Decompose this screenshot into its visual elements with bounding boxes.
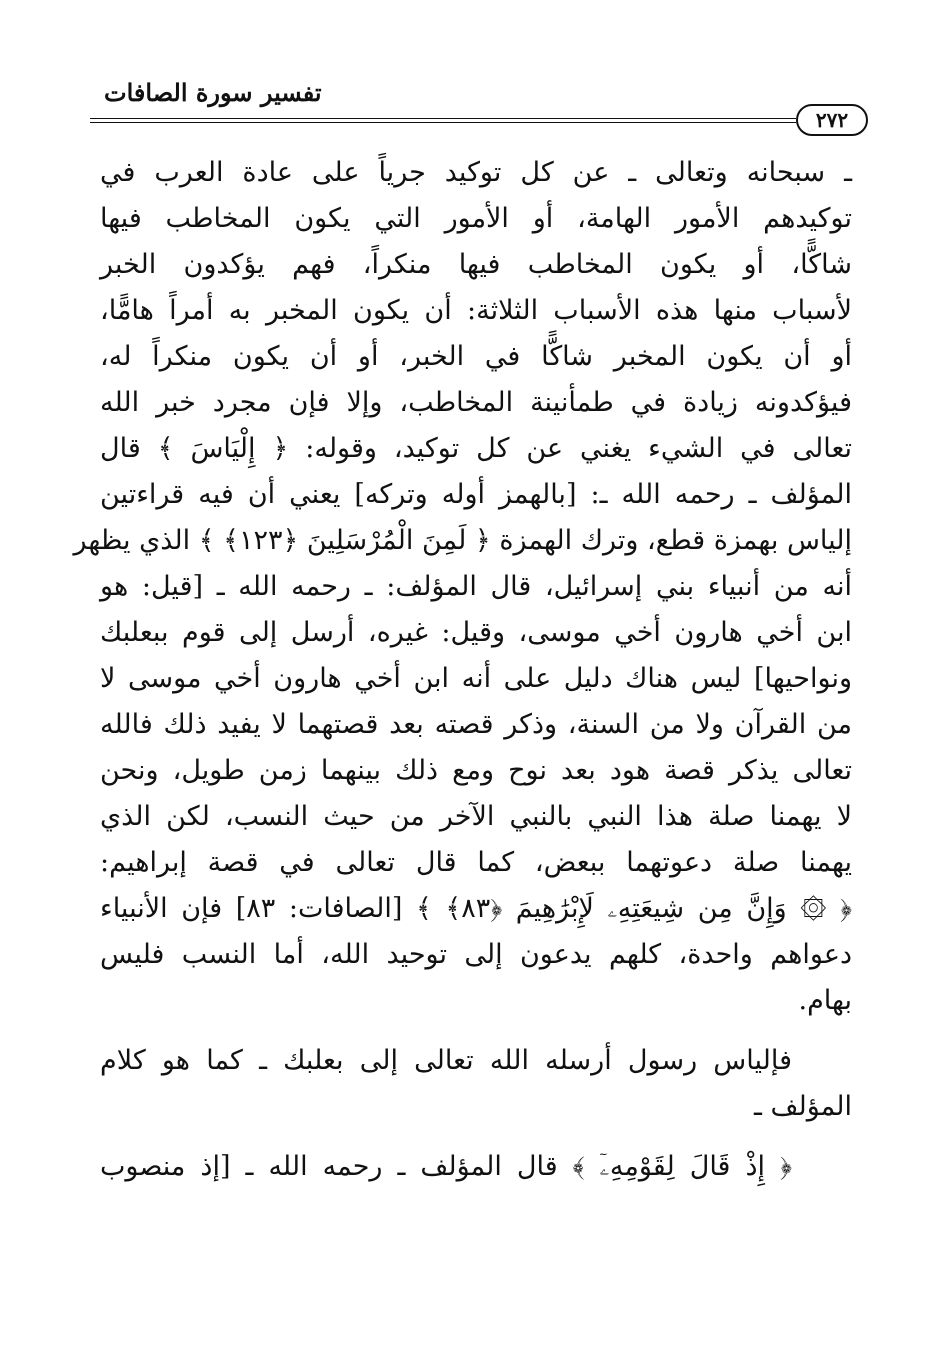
body-text	[73, 150, 853, 1190]
text-line: فإلياس رسول أرسله الله تعالى إلى بعلبك ـ كما هو كلام	[100, 1045, 792, 1076]
page-header	[90, 78, 868, 136]
paragraph-gap	[100, 1130, 852, 1144]
text-line: أو أن يكون المخبر شاكًّا في الخبر، أو أن يكون منكراً له،	[100, 341, 852, 372]
text-line: ابن أخي هارون أخي موسى، وقيل: غيره، أرسل إلى قوم ببعلبك	[100, 617, 852, 648]
text-line: المؤلف ـ	[754, 1091, 852, 1122]
text-line: توكيدهم الأمور الهامة، أو الأمور التي يكون المخاطب فيها	[100, 203, 852, 234]
paragraph	[100, 1144, 852, 1190]
header-rule-bottom	[90, 122, 796, 123]
paragraph-gap	[100, 1024, 852, 1038]
text-line: لأسباب منها هذه الأسباب الثلاثة: أن يكون المخبر به أمراً هامًّا،	[100, 295, 852, 326]
text-line: أنه من أنبياء بني إسرائيل، قال المؤلف: ـ رحمه الله ـ [قيل: هو	[100, 571, 852, 602]
paragraph	[100, 1038, 852, 1130]
text-line: ـ سبحانه وتعالى ـ عن كل توكيد جرياً على عادة العرب في	[100, 157, 852, 188]
running-title: تفسير سورة الصافات	[104, 78, 322, 107]
text-line: شاكًّا، أو يكون المخاطب فيها منكراً، فهم يؤكدون الخبر	[100, 249, 852, 280]
text-line: بهام.	[798, 985, 852, 1016]
text-line: فيؤكدونه زيادة في طمأنينة المخاطب، وإلا فإن مجرد خبر الله	[100, 387, 852, 418]
page-number-badge: ٢٧٢	[796, 104, 868, 136]
text-line: ﴿ ۞ وَإِنَّ مِن شِيعَتِهِۦ لَإِبْرَٰهِيمَ ﴿٨٣﴾ ﴾ [الصافات: ٨٣] فإن الأنبياء	[100, 893, 852, 924]
text-line: يهمنا صلة دعوتهما ببعض، كما قال تعالى في قصة إبراهيم:	[100, 847, 852, 878]
text-line: تعالى في الشيء يغني عن كل توكيد، وقوله: ﴿ إِلْيَاسَ ﴾ قال	[100, 433, 852, 464]
text-line: المؤلف ـ رحمه الله ـ: [بالهمز أوله وتركه] يعني أن فيه قراءتين	[100, 479, 852, 510]
text-line: تعالى يذكر قصة هود بعد نوح ومع ذلك بينهما زمن طويل، ونحن	[100, 755, 852, 786]
text-line: من القرآن ولا من السنة، وذكر قصته بعد قصتهما لا يفيد ذلك فالله	[100, 709, 852, 740]
text-line: دعواهم واحدة، كلهم يدعون إلى توحيد الله، أما النسب فليس	[100, 939, 852, 970]
paragraph	[73, 150, 853, 1024]
text-line: ﴿ إِذْ قَالَ لِقَوْمِهِۦٓ ﴾ قال المؤلف ـ رحمه الله ـ [إذ منصوب	[100, 1151, 792, 1182]
text-line: لا يهمنا صلة هذا النبي بالنبي الآخر من حيث النسب، لكن الذي	[100, 801, 853, 832]
header-rule-top	[90, 118, 796, 119]
text-line: إلياس بهمزة قطع، وترك الهمزة ﴿ لَمِنَ الْمُرْسَلِينَ ﴿١٢٣﴾ ﴾ الذي يظهر	[73, 525, 852, 556]
text-line: ونواحيها] ليس هناك دليل على أنه ابن أخي هارون أخي موسى لا	[100, 663, 852, 694]
